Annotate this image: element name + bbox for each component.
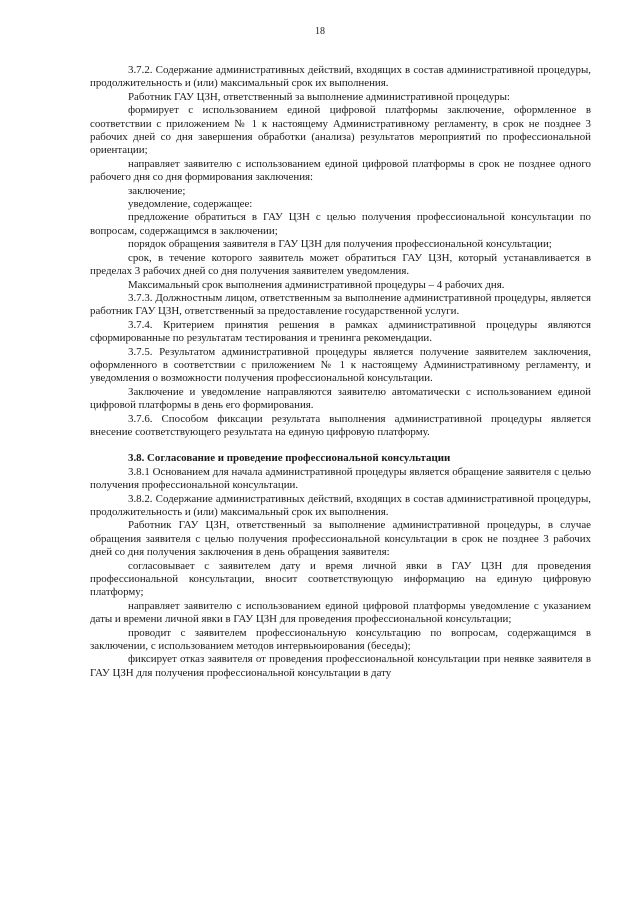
paragraph: фиксирует отказ заявителя от проведения профессиональной консультации при неявке заявителя в ГАУ ЦЗН для получения профессиональной консультации в дату [90, 653, 591, 679]
page-number: 18 [315, 26, 325, 37]
paragraph: 3.8.1 Основанием для начала административной процедуры является обращение заявителя с целью получения профессиональной консультации. [90, 465, 591, 492]
paragraph: 3.8.2. Содержание административных действий, входящих в состав административной процедуры, продолжительность и (или) максимальный срок их выполнения. [90, 492, 591, 518]
paragraph: Работник ГАУ ЦЗН, ответственный за выполнение административной процедуры, в случае обращения заявителя с целью получения профессиональной консультации в срок не позднее 3 рабочих дней со дня получения заключения в день обращения заявителя: [90, 519, 591, 559]
section-spacer [90, 439, 591, 452]
paragraph: формирует с использованием единой цифровой платформы заключение, оформленное в соответствии с приложением № 1 к настоящему Административному регламенту, в срок не позднее 3 рабочих дней со дня завершения обработки (анализа) результатов мероприятий по профессиональной ориентации; [90, 104, 591, 157]
document-body [90, 64, 591, 680]
paragraph: направляет заявителю с использованием единой цифровой платформы уведомление с указанием даты и времени личной явки в ГАУ ЦЗН для проведения профессиональной консультации; [90, 599, 591, 626]
paragraph: уведомление, содержащее: [128, 198, 253, 211]
paragraph: Максимальный срок выполнения административной процедуры – 4 рабочих дня. [128, 278, 505, 291]
paragraph: 3.7.6. Способом фиксации результата выполнения административной процедуры является внесение соответствующего результата на единую цифровую платформу. [90, 412, 591, 438]
paragraph: согласовывает с заявителем дату и время личной явки в ГАУ ЦЗН для проведения профессиональной консультации, вносит соответствующую информацию на единую цифровую платформу; [90, 559, 591, 599]
section-heading: 3.8. Согласование и проведение профессиональной консультации [128, 452, 451, 465]
paragraph: проводит с заявителем профессиональную консультацию по вопросам, содержащимся в заключении, с использованием методов интервьюирования (беседы); [90, 626, 591, 653]
paragraph: Работник ГАУ ЦЗН, ответственный за выполнение административной процедуры: [128, 90, 510, 103]
paragraph: Заключение и уведомление направляются заявителю автоматически с использованием единой цифровой платформы в день его формирования. [90, 385, 591, 412]
paragraph: порядок обращения заявителя в ГАУ ЦЗН для получения профессиональной консультации; [128, 238, 552, 251]
paragraph: предложение обратиться в ГАУ ЦЗН с целью получения профессиональной консультации по вопросам, содержащимся в заключении; [90, 211, 591, 237]
paragraph: 3.7.4. Критерием принятия решения в рамках административной процедуры являются сформированные по результатам тестирования и тренинга рекомендации. [90, 318, 591, 345]
paragraph: 3.7.5. Результатом административной процедуры является получение заявителем заключения, оформленного в соответствии с приложением № 1 к настоящему Административному регламенту, и уведомления о возможности получения профессиональной консультации. [90, 345, 591, 385]
paragraph: 3.7.2. Содержание административных действий, входящих в состав административной процедуры, продолжительность и (или) максимальный срок их выполнения. [90, 64, 591, 90]
paragraph: заключение; [128, 184, 186, 197]
paragraph: направляет заявителю с использованием единой цифровой платформы в срок не позднее одного рабочего дня со дня формирования заключения: [90, 157, 591, 184]
paragraph: 3.7.3. Должностным лицом, ответственным за выполнение административной процедуры, является работник ГАУ ЦЗН, ответственный за предоставление государственной услуги. [90, 291, 591, 318]
paragraph: срок, в течение которого заявитель может обратиться ГАУ ЦЗН, который устанавливается в пределах 3 рабочих дней со дня получения заявителем уведомления. [90, 251, 591, 278]
